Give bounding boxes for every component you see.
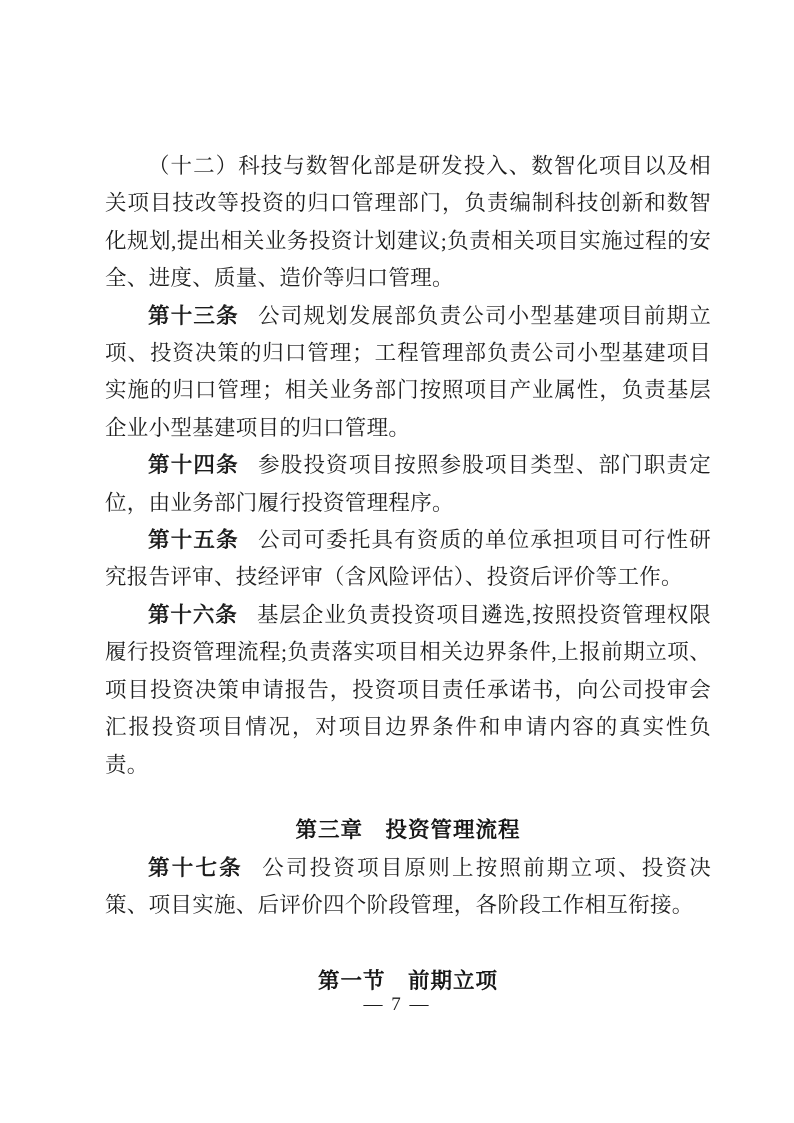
article-text: 公司规划发展部负责公司小型基建项目前期立项、投资决策的归口管理；工程管理部负责公司小型基建项目实施的归口管理；相关业务部门按照项目产业属性，负责基层企业小型基建项目的归口管理。	[105, 303, 711, 440]
article-text: 公司可委托具有资质的单位承担项目可行性研究报告评审、技经评审（含风险评估）、投资后评价等工作。	[105, 528, 711, 590]
article-paragraph-13	[105, 298, 711, 448]
article-paragraph-12	[105, 148, 711, 298]
article-text: （十二）科技与数智化部是研发投入、数智化项目以及相关项目技改等投资的归口管理部门，负责编制科技创新和数智化规划,提出相关业务投资计划建议;负责相关项目实施过程的安全、进度、质量、造价等归口管理。	[105, 154, 711, 291]
article-paragraph-14	[105, 447, 711, 522]
article-number: 第十六条	[148, 602, 238, 627]
article-paragraph-16	[105, 597, 711, 784]
document-body	[105, 148, 711, 1001]
article-number: 第十四条	[148, 453, 239, 478]
article-number: 第十三条	[148, 303, 239, 328]
section-heading: 第一节 前期立项	[317, 968, 498, 993]
article-paragraph-15	[105, 522, 711, 597]
article-text: 基层企业负责投资项目遴选,按照投资管理权限履行投资管理流程;负责落实项目相关边界条件,上报前期立项、项目投资决策申请报告，投资项目责任承诺书，向公司投审会汇报投资项目情况，对项目边界条件和申请内容的真实性负责。	[105, 602, 711, 777]
chapter-heading: 第三章 投资管理流程	[295, 817, 521, 842]
article-text: 参股投资项目按照参股项目类型、部门职责定位，由业务部门履行投资管理程序。	[105, 453, 711, 515]
article-number: 第十五条	[148, 528, 239, 553]
page-number: — 7 —	[363, 994, 431, 1015]
article-paragraph-17	[105, 850, 711, 925]
article-number: 第十七条	[148, 855, 243, 880]
article-text: 公司投资项目原则上按照前期立项、投资决策、项目实施、后评价四个阶段管理，各阶段工作相互衔接。	[105, 855, 712, 918]
